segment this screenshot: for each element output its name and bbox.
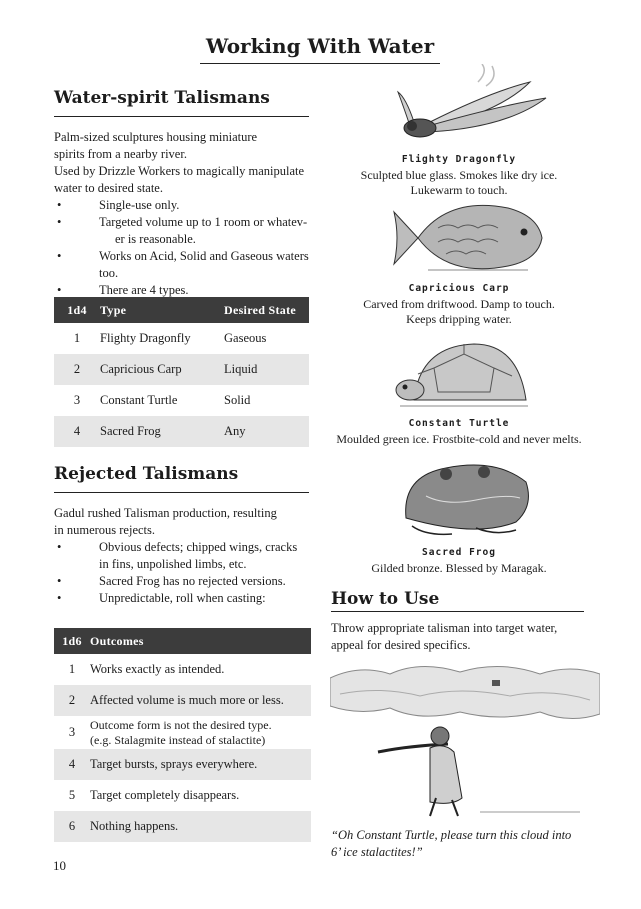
- figure-name: Constant Turtle: [408, 418, 510, 429]
- outcome-cell: [90, 716, 311, 749]
- carp-illustration: [388, 198, 548, 278]
- outcome-cell: Target bursts, sprays everywhere.: [90, 749, 311, 780]
- state-cell: Solid: [224, 393, 251, 407]
- roll-cell: 3: [73, 393, 81, 407]
- quote-line: 6’ ice stalactites!”: [331, 845, 423, 859]
- state-cell: Liquid: [224, 354, 309, 385]
- how-to-use-heading: How to Use: [331, 589, 440, 609]
- type-cell: Sacred Frog: [100, 416, 224, 447]
- outcome-cell: Target completely disappears.: [90, 788, 240, 802]
- figure-desc: Carved from driftwood. Damp to touch.: [363, 296, 555, 311]
- figure-name: Capricious Carp: [408, 283, 510, 294]
- roll-cell: 3: [68, 725, 76, 739]
- casting-quote: [331, 827, 601, 861]
- figure-desc: Lukewarm to touch.: [410, 183, 508, 197]
- rejected-heading: Rejected Talismans: [54, 464, 239, 484]
- how-to-use-line: appeal for desired specifics.: [331, 638, 471, 652]
- talismans-intro-line: spirits from a nearby river.: [54, 147, 187, 161]
- turtle-illustration: [394, 338, 530, 414]
- bullet-continuation-text: er is reasonable.: [115, 232, 196, 246]
- casting-scene-illustration: [330, 660, 600, 820]
- table-row: [54, 654, 311, 685]
- roll-cell: 2: [54, 354, 100, 385]
- bullet-item: • Unpredictable, roll when casting:: [54, 590, 314, 607]
- frog-illustration: [396, 456, 536, 542]
- bullet-item: • Works on Acid, Solid and Gaseous waters too.: [54, 248, 314, 282]
- talismans-intro-line: Palm-sized sculptures housing miniature: [54, 130, 258, 144]
- rejected-bullet-list: [54, 539, 314, 607]
- table-row: [54, 416, 309, 447]
- rejected-rule: [54, 492, 309, 493]
- table-row: [54, 385, 309, 416]
- col-header-outcome: Outcomes: [90, 628, 311, 654]
- rejected-outcome-table: [54, 628, 311, 842]
- bullet-item: • Targeted volume up to 1 room or whatev-: [54, 214, 314, 231]
- bullet-item: • There are 4 types.: [54, 282, 314, 299]
- outcome-cell: Nothing happens.: [90, 811, 311, 842]
- col-header-state: Desired State: [224, 297, 309, 323]
- col-header-roll: 1d6: [54, 628, 90, 654]
- roll-cell: 4: [54, 416, 100, 447]
- figure-name: Sacred Frog: [422, 547, 496, 558]
- table-row: [54, 749, 311, 780]
- figure-desc: Moulded green ice. Frostbite-cold and never melts.: [336, 431, 582, 446]
- page-number: 10: [53, 858, 66, 873]
- roll-cell: 6: [54, 811, 90, 842]
- talismans-intro: [54, 129, 314, 299]
- bullet-item: • Sacred Frog has no rejected versions.: [54, 573, 314, 590]
- outcome-cell: Works exactly as intended.: [90, 662, 225, 676]
- dragonfly-illustration: [390, 64, 550, 152]
- how-to-use-text: [331, 620, 601, 654]
- table-row: [54, 716, 311, 749]
- table-row: [54, 780, 311, 811]
- roll-cell: 1: [68, 662, 76, 676]
- state-cell: Gaseous: [224, 331, 267, 345]
- bullet-item: • Obvious defects; chipped wings, cracks: [54, 539, 314, 556]
- talismans-intro-line: Used by Drizzle Workers to magically manipulate: [54, 164, 305, 178]
- how-to-use-line: Throw appropriate talisman into target water,: [331, 621, 558, 635]
- dragonfly-caption: [330, 152, 588, 199]
- talisman-type-table: [54, 297, 309, 447]
- col-header-type: Type: [100, 297, 224, 323]
- roll-cell: 1: [73, 331, 81, 345]
- table-row: [54, 685, 311, 716]
- carp-caption: [330, 281, 588, 328]
- rejected-intro-line: in numerous rejects.: [54, 523, 156, 537]
- bullet-continuation-text: in fins, unpolished limbs, etc.: [99, 557, 247, 571]
- outcome-cell: Affected volume is much more or less.: [90, 685, 311, 716]
- table-row: [54, 323, 309, 354]
- col-header-roll: 1d4: [54, 297, 100, 323]
- figure-desc: Gilded bronze. Blessed by Maragak.: [371, 560, 547, 575]
- frog-caption: [330, 545, 588, 576]
- type-cell: Constant Turtle: [100, 393, 178, 407]
- how-to-use-rule: [331, 611, 584, 612]
- roll-cell: 4: [54, 749, 90, 780]
- table-row: [54, 354, 309, 385]
- figure-name: Flighty Dragonfly: [401, 154, 517, 165]
- talismans-bullet-list: [54, 197, 314, 299]
- rejected-intro-line: Gadul rushed Talisman production, resulting: [54, 506, 277, 520]
- roll-cell: 5: [68, 788, 76, 802]
- table-row: [54, 811, 311, 842]
- talismans-heading: Water-spirit Talismans: [54, 88, 270, 108]
- outcome-example: (e.g. Stalagmite instead of stalactite): [90, 732, 266, 747]
- talismans-rule: [54, 116, 309, 117]
- bullet-continuation: [54, 556, 314, 573]
- bullet-item: • Single-use only.: [54, 197, 314, 214]
- outcome-line: Outcome form is not the desired type.: [90, 717, 272, 732]
- turtle-caption: [330, 416, 588, 447]
- quote-line: “Oh Constant Turtle, please turn this cloud into: [331, 828, 572, 842]
- bullet-continuation: [54, 231, 314, 248]
- state-cell: Any: [224, 416, 309, 447]
- talismans-intro-line: water to desired state.: [54, 181, 163, 195]
- type-cell: Capricious Carp: [100, 354, 224, 385]
- figure-desc: Keeps dripping water.: [406, 312, 512, 326]
- page-title: Working With Water: [205, 34, 435, 58]
- roll-cell: 2: [54, 685, 90, 716]
- figure-desc: Sculpted blue glass. Smokes like dry ice.: [360, 167, 558, 182]
- rejected-intro: [54, 505, 314, 607]
- type-cell: Flighty Dragonfly: [100, 331, 191, 345]
